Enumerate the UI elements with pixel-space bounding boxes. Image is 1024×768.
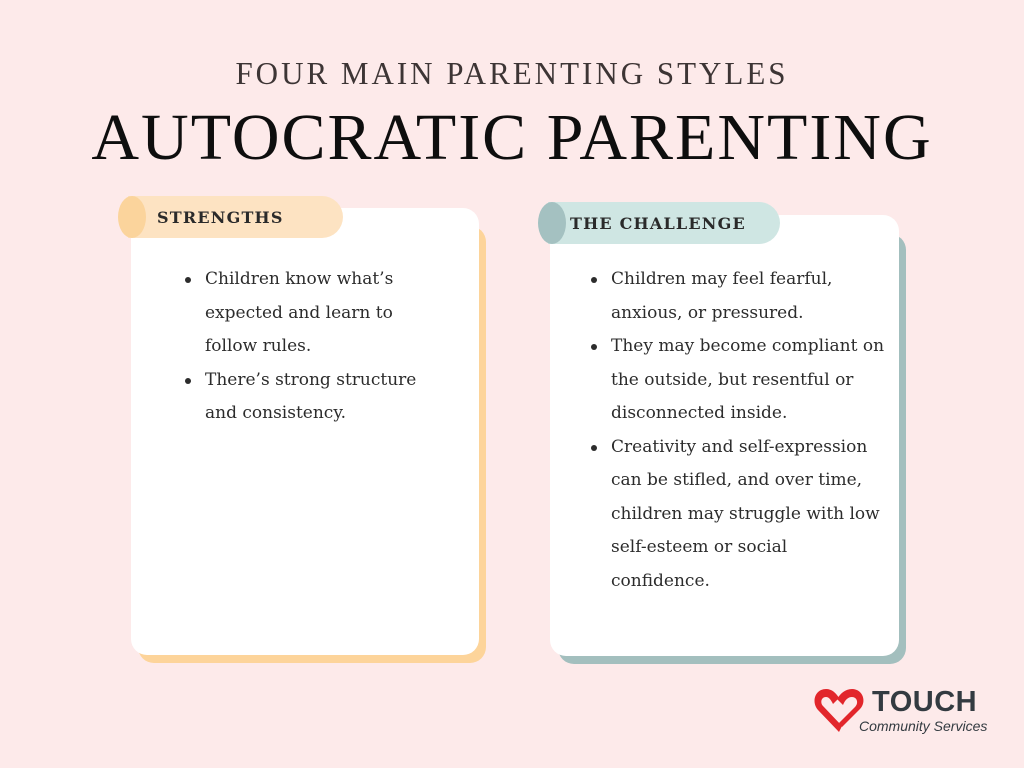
list-item: They may become compliant on the outside, but resentful or disconnected inside.	[589, 330, 889, 431]
logo-subtitle: Community Services	[859, 718, 988, 734]
list-item: There’s strong structure and consistency.	[183, 364, 443, 431]
strengths-list	[183, 263, 443, 431]
tab-cap-decoration	[538, 202, 566, 244]
strengths-tab	[128, 196, 343, 238]
logo-name: TOUCH	[872, 686, 978, 718]
list-item: Children know what’s expected and learn to follow rules.	[183, 263, 443, 364]
page-title: AUTOCRATIC PARENTING	[91, 101, 933, 174]
challenge-label: THE CHALLENGE	[570, 213, 746, 233]
list-item: Children may feel fearful, anxious, or pressured.	[589, 263, 889, 330]
page-subtitle: FOUR MAIN PARENTING STYLES	[235, 55, 789, 92]
challenge-tab	[548, 202, 780, 244]
list-item: Creativity and self-expression can be stifled, and over time, children may struggle with low self-esteem or social confidence.	[589, 431, 889, 599]
touch-logo	[812, 686, 1012, 738]
challenge-list	[589, 263, 889, 598]
strengths-label: STRENGTHS	[157, 207, 284, 227]
tab-cap-decoration	[118, 196, 146, 238]
